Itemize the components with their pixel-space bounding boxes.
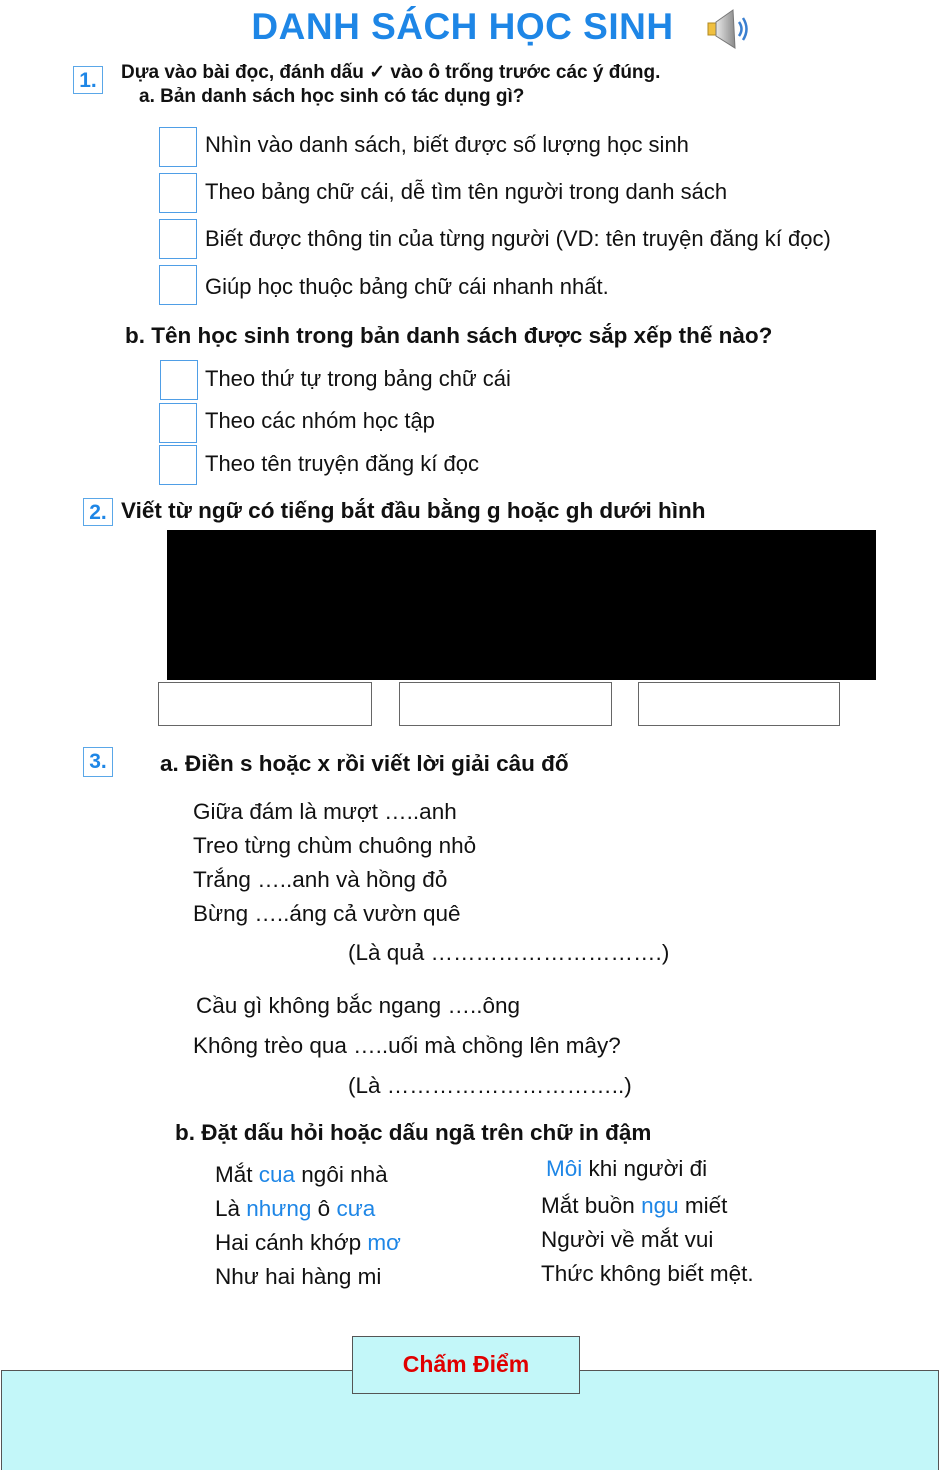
poem-left-line-2 [215, 1196, 375, 1222]
poem-word-moi[interactable]: Môi [546, 1156, 583, 1181]
poem-word-mo[interactable]: mơ [367, 1230, 401, 1255]
poem-text: ngôi nhà [295, 1162, 388, 1187]
riddle-1-answer[interactable]: (Là quả ………………………….) [348, 940, 670, 965]
poem-left-line-1 [215, 1162, 388, 1188]
q2-answer-box-2[interactable] [399, 682, 612, 726]
riddle-1-line-3: Trắng …..anh và hồng đỏ [193, 867, 448, 892]
riddle-1-line-2: Treo từng chùm chuông nhỏ [193, 833, 477, 858]
q1a-option-4: Giúp học thuộc bảng chữ cái nhanh nhất. [205, 274, 609, 299]
poem-right-line-4 [541, 1261, 754, 1287]
q1b-option-1: Theo thứ tự trong bảng chữ cái [205, 366, 511, 391]
q1b-checkbox-1[interactable] [160, 360, 198, 400]
question-1-number: 1. [73, 66, 103, 94]
poem-text: Người về mắt vui [541, 1227, 714, 1252]
poem-word-ngu[interactable]: ngu [641, 1193, 679, 1218]
grade-button[interactable]: Chấm Điểm [352, 1336, 580, 1394]
riddle-1-line-1: Giữa đám là mượt …..anh [193, 799, 457, 824]
poem-text: Mắt [215, 1162, 259, 1187]
q1a-checkbox-4[interactable] [159, 265, 197, 305]
q1b-option-2: Theo các nhóm học tập [205, 408, 435, 433]
q1a-checkbox-1[interactable] [159, 127, 197, 167]
poem-word-cua[interactable]: cua [258, 1162, 296, 1187]
q1a-option-2: Theo bảng chữ cái, dễ tìm tên người trong danh sách [205, 179, 728, 204]
poem-text: Thức không biết mệt. [541, 1261, 754, 1286]
poem-text: Hai cánh khớp [215, 1230, 368, 1255]
question-1b-prompt: b. Tên học sinh trong bản danh sách được sắp xếp thế nào? [125, 323, 773, 348]
riddle-2-answer[interactable]: (Là …………………………..) [348, 1073, 632, 1098]
poem-word-cua-2[interactable]: cưa [336, 1196, 376, 1221]
q1b-checkbox-3[interactable] [159, 445, 197, 485]
q2-answer-box-1[interactable] [158, 682, 372, 726]
poem-text: Như hai hàng mi [215, 1264, 382, 1289]
poem-text: Mắt buồn [541, 1193, 642, 1218]
poem-word-nhung[interactable]: nhưng [246, 1196, 312, 1221]
q1a-option-3: Biết được thông tin của từng người (VD: tên truyện đăng kí đọc) [205, 226, 831, 251]
question-3a-title: a. Điền s hoặc x rồi viết lời giải câu đố [160, 751, 569, 776]
poem-text: ô [311, 1196, 337, 1221]
poem-text: Là [215, 1196, 247, 1221]
poem-right-line-3 [541, 1227, 713, 1253]
question-3-number: 3. [83, 747, 113, 777]
q2-answer-box-3[interactable] [638, 682, 840, 726]
poem-left-line-3 [215, 1230, 401, 1256]
riddle-2-line-1: Cầu gì không bắc ngang …..ông [196, 993, 520, 1018]
speaker-icon[interactable] [706, 7, 754, 51]
riddle-1-line-4: Bừng …..áng cả vườn quê [193, 901, 461, 926]
question-3b-title: b. Đặt dấu hỏi hoặc dấu ngã trên chữ in đậm [175, 1120, 652, 1145]
question-2-instruction: Viết từ ngữ có tiếng bắt đầu bằng g hoặc gh dưới hình [121, 498, 706, 523]
q1b-checkbox-2[interactable] [159, 403, 197, 443]
question-2-number: 2. [83, 498, 113, 526]
question-2-image [167, 530, 876, 680]
q1b-option-3: Theo tên truyện đăng kí đọc [205, 451, 479, 476]
poem-text: khi người đi [582, 1156, 708, 1181]
q1a-option-1: Nhìn vào danh sách, biết được số lượng học sinh [205, 132, 689, 157]
poem-text: miết [678, 1193, 728, 1218]
question-1a-prompt: a. Bản danh sách học sinh có tác dụng gì? [139, 86, 525, 107]
page-title: DANH SÁCH HỌC SINH [251, 6, 674, 47]
q1a-checkbox-3[interactable] [159, 219, 197, 259]
poem-right-line-1 [546, 1156, 707, 1182]
q1a-checkbox-2[interactable] [159, 173, 197, 213]
poem-left-line-4 [215, 1264, 381, 1290]
question-1-instruction: Dựa vào bài đọc, đánh dấu ✓ vào ô trống trước các ý đúng. [121, 62, 661, 83]
riddle-2-line-2: Không trèo qua …..uối mà chồng lên mây? [193, 1033, 621, 1058]
poem-right-line-2 [541, 1193, 727, 1219]
